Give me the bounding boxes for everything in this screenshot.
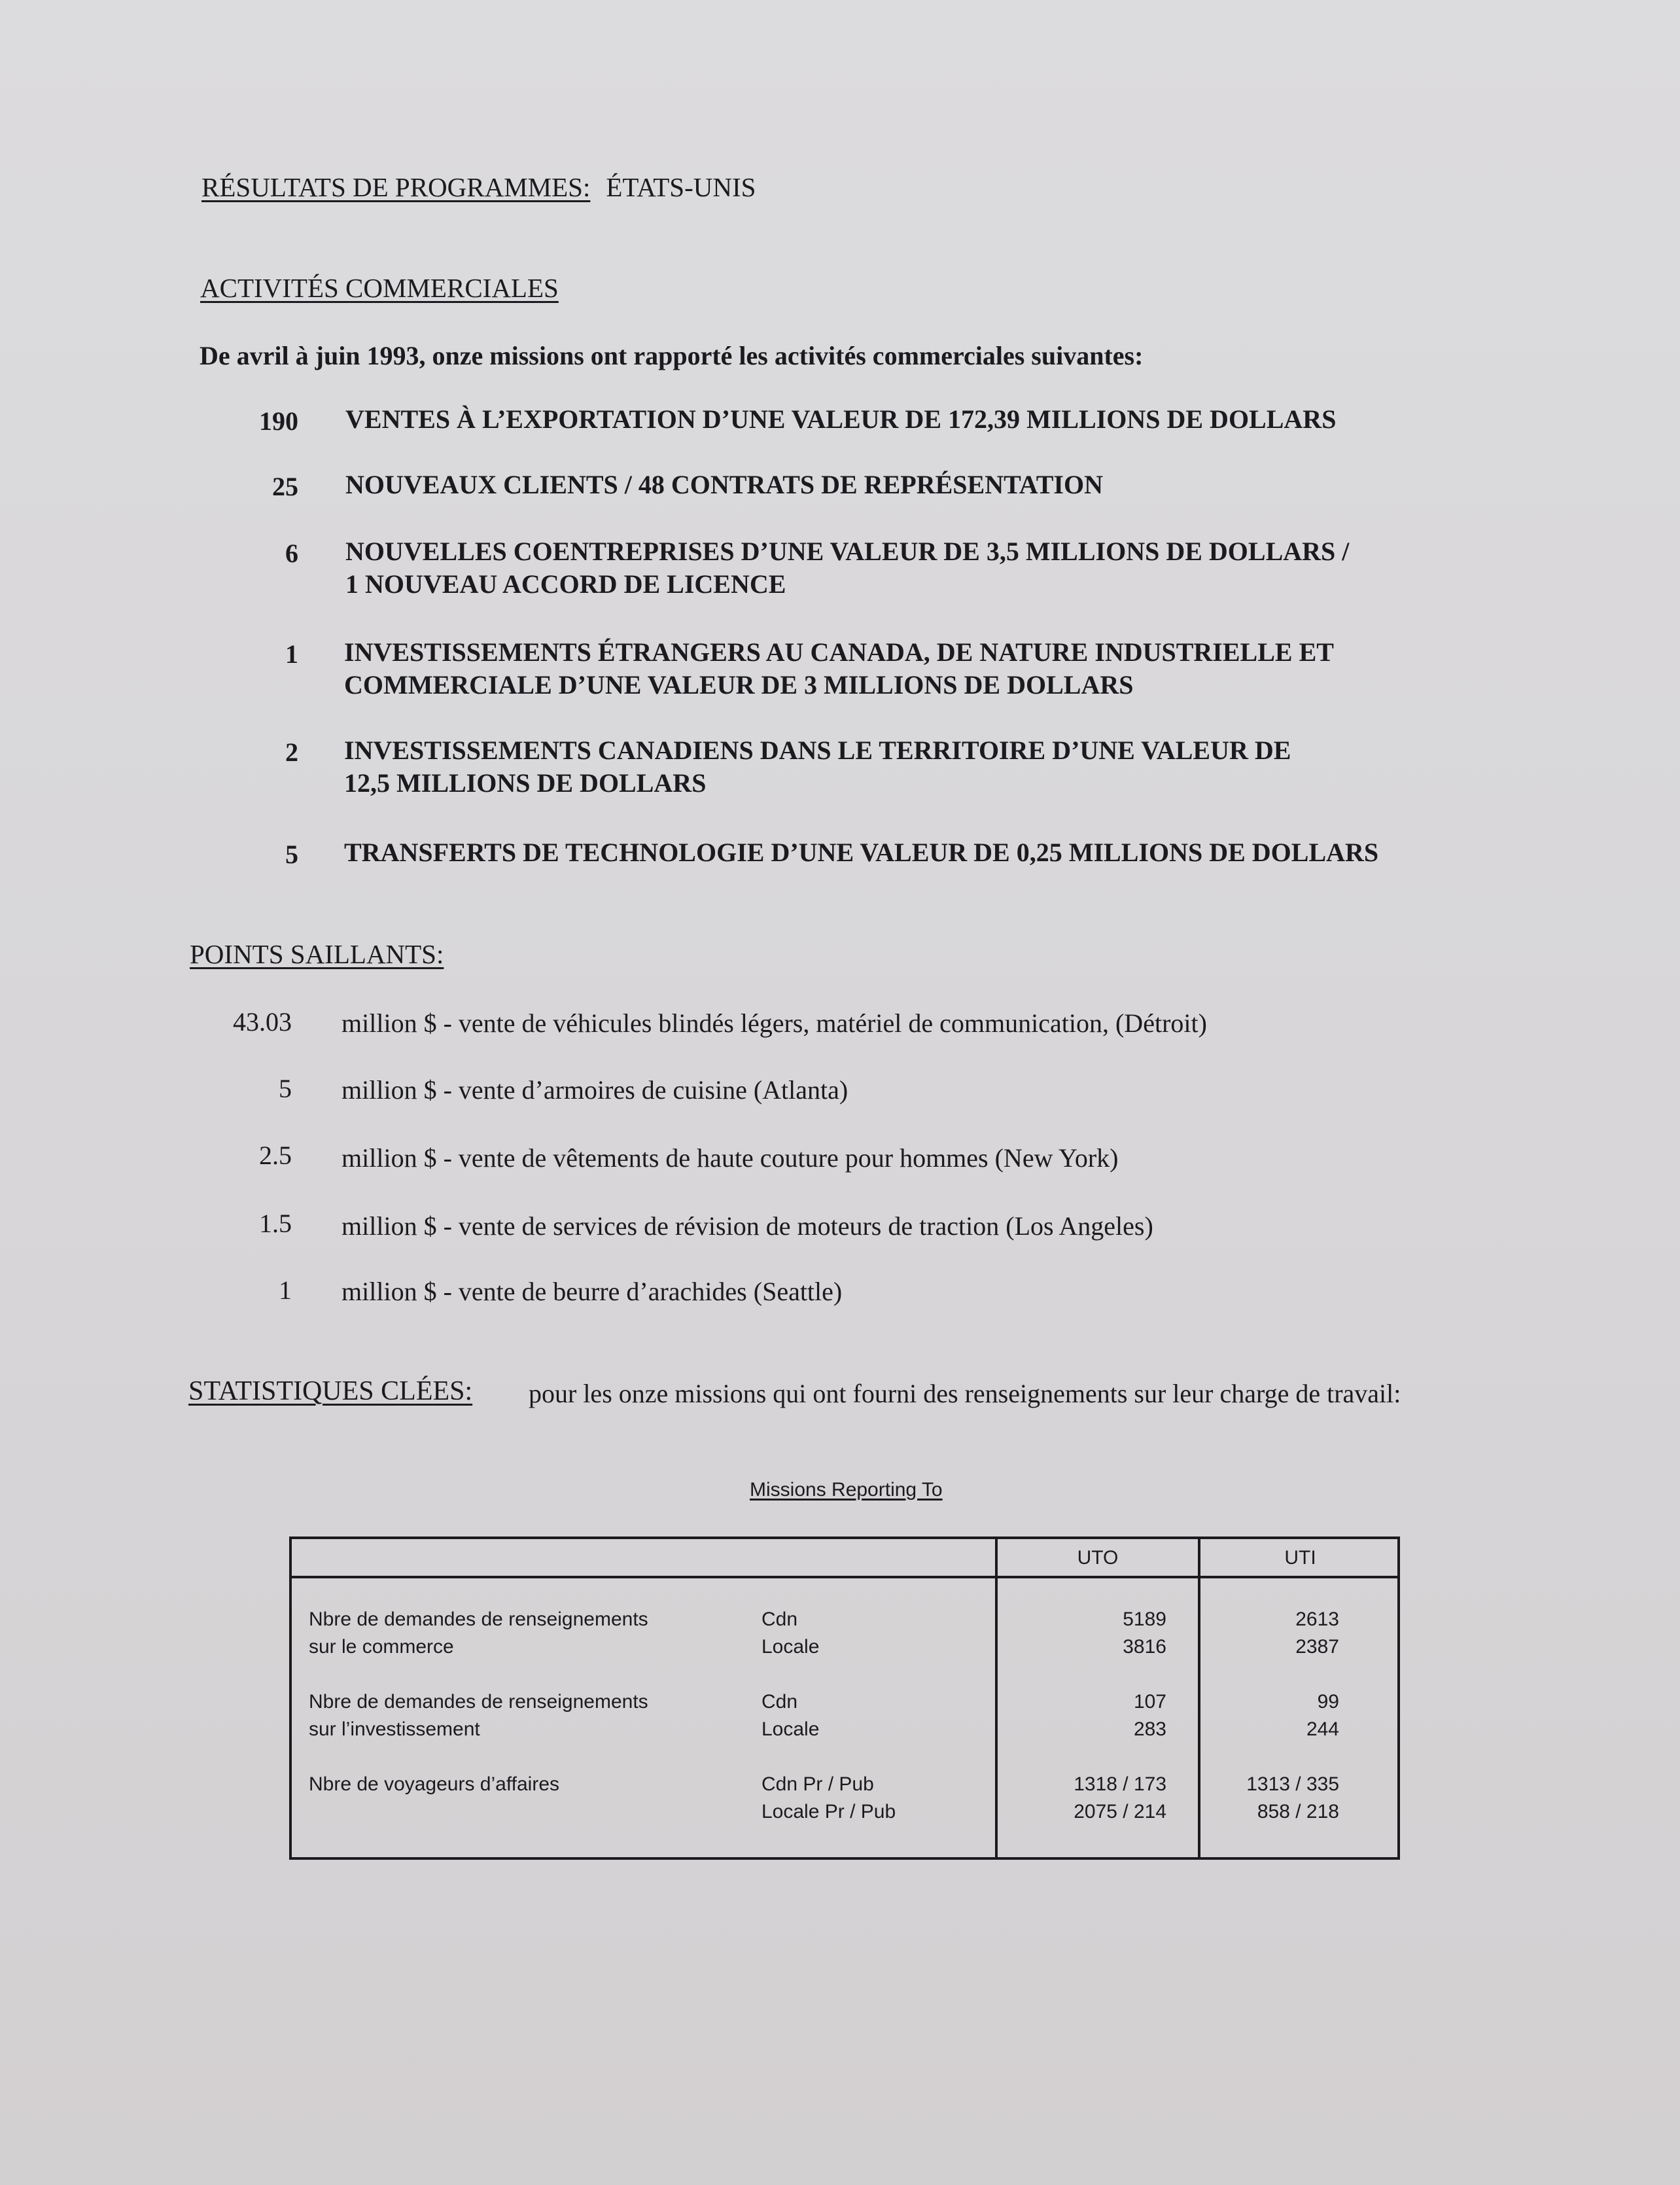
activity-line: 1 NOUVEAU ACCORD DE LICENCE [345,569,786,599]
uti-value: 244 [1306,1718,1339,1740]
highlight-text: million $ - vente de services de révision de moteurs de traction (Los Angeles) [341,1211,1153,1241]
row-label: Nbre de demandes de renseignements [309,1608,648,1630]
activity-line: INVESTISSEMENTS CANADIENS DANS LE TERRITOIRE D’UNE VALEUR DE [344,736,1291,765]
row-label: Nbre de demandes de renseignements [309,1691,648,1713]
highlight-text: million $ - vente de beurre d’arachides (Seattle) [341,1277,843,1306]
uto-value: 1318 / 173 [1074,1773,1166,1795]
row-type: Cdn [761,1691,798,1713]
uti-value: 858 / 218 [1257,1801,1339,1822]
column-header-uti: UTI [1284,1547,1316,1569]
highlight-amount: 5 [279,1074,292,1103]
activity-count: 1 [285,639,298,669]
activity-count: 2 [285,737,298,767]
activity-line: TRANSFERTS DE TECHNOLOGIE D’UNE VALEUR DE 0,25 MILLIONS DE DOLLARS [344,838,1379,867]
row-type: Locale Pr / Pub [761,1801,896,1822]
highlights-title: POINTS SAILLANTS: [190,939,444,969]
uti-value: 2387 [1295,1636,1339,1658]
stats-table [289,1537,1400,1860]
stats-description: pour les onze missions qui ont fourni des renseignements sur leur charge de travail: [529,1379,1401,1408]
row-type: Cdn [761,1608,798,1630]
highlight-amount: 1 [279,1275,292,1305]
heading-label: RÉSULTATS DE PROGRAMMES: [201,172,591,202]
uti-value: 2613 [1295,1608,1339,1630]
activity-text [345,469,1510,501]
highlight-amount: 43.03 [233,1007,292,1037]
header-divider [292,1576,1397,1578]
commercial-intro: De avril à juin 1993, onze missions ont rapporté les activités commerciales suivantes: [200,341,1144,370]
stats-title: STATISTIQUES CLÉES: [188,1376,473,1406]
uto-value: 5189 [1123,1608,1166,1630]
activity-line: 12,5 MILLIONS DE DOLLARS [344,768,707,798]
highlight-text: million $ - vente de vêtements de haute couture pour hommes (New York) [341,1143,1119,1173]
highlight-text: million $ - vente d’armoires de cuisine (Atlanta) [341,1075,849,1105]
activity-text [345,535,1510,601]
activity-text [344,836,1509,869]
activity-count: 25 [272,472,298,501]
uto-value: 2075 / 214 [1074,1801,1166,1822]
page-heading [201,171,756,203]
activity-count: 190 [259,406,298,436]
row-label: sur l’investissement [309,1718,480,1740]
row-label: Nbre de voyageurs d’affaires [309,1773,559,1795]
row-type: Locale [761,1718,820,1740]
activity-line: INVESTISSEMENTS ÉTRANGERS AU CANADA, DE NATURE INDUSTRIELLE ET [344,637,1334,667]
highlight-text: million $ - vente de véhicules blindés légers, matériel de communication, (Détroit) [341,1008,1207,1038]
table-caption: Missions Reporting To [750,1479,943,1501]
uti-value: 99 [1317,1691,1339,1713]
highlight-amount: 2.5 [259,1141,292,1170]
activity-text [345,403,1510,436]
uto-value: 3816 [1123,1636,1166,1658]
row-label: sur le commerce [309,1636,454,1658]
heading-country: ÉTATS-UNIS [606,172,756,202]
activity-count: 5 [285,840,298,869]
uti-value: 1313 / 335 [1246,1773,1339,1795]
column-header-uto: UTO [1077,1547,1119,1569]
activity-line: COMMERCIALE D’UNE VALEUR DE 3 MILLIONS DE DOLLARS [344,670,1134,700]
highlight-amount: 1.5 [259,1209,292,1238]
uto-value: 283 [1133,1718,1166,1740]
activity-line: VENTES À L’EXPORTATION D’UNE VALEUR DE 172,39 MILLIONS DE DOLLARS [345,404,1337,434]
activity-line: NOUVELLES COENTREPRISES D’UNE VALEUR DE 3,5 MILLIONS DE DOLLARS / [345,537,1350,566]
row-type: Locale [761,1636,820,1658]
activity-line: NOUVEAUX CLIENTS / 48 CONTRATS DE REPRÉSENTATION [345,470,1103,499]
uto-value: 107 [1133,1691,1166,1713]
activity-count: 6 [285,539,298,568]
row-type: Cdn Pr / Pub [761,1773,874,1795]
activity-text [344,636,1509,702]
commercial-title: ACTIVITÉS COMMERCIALES [200,273,559,303]
activity-text [344,734,1509,800]
